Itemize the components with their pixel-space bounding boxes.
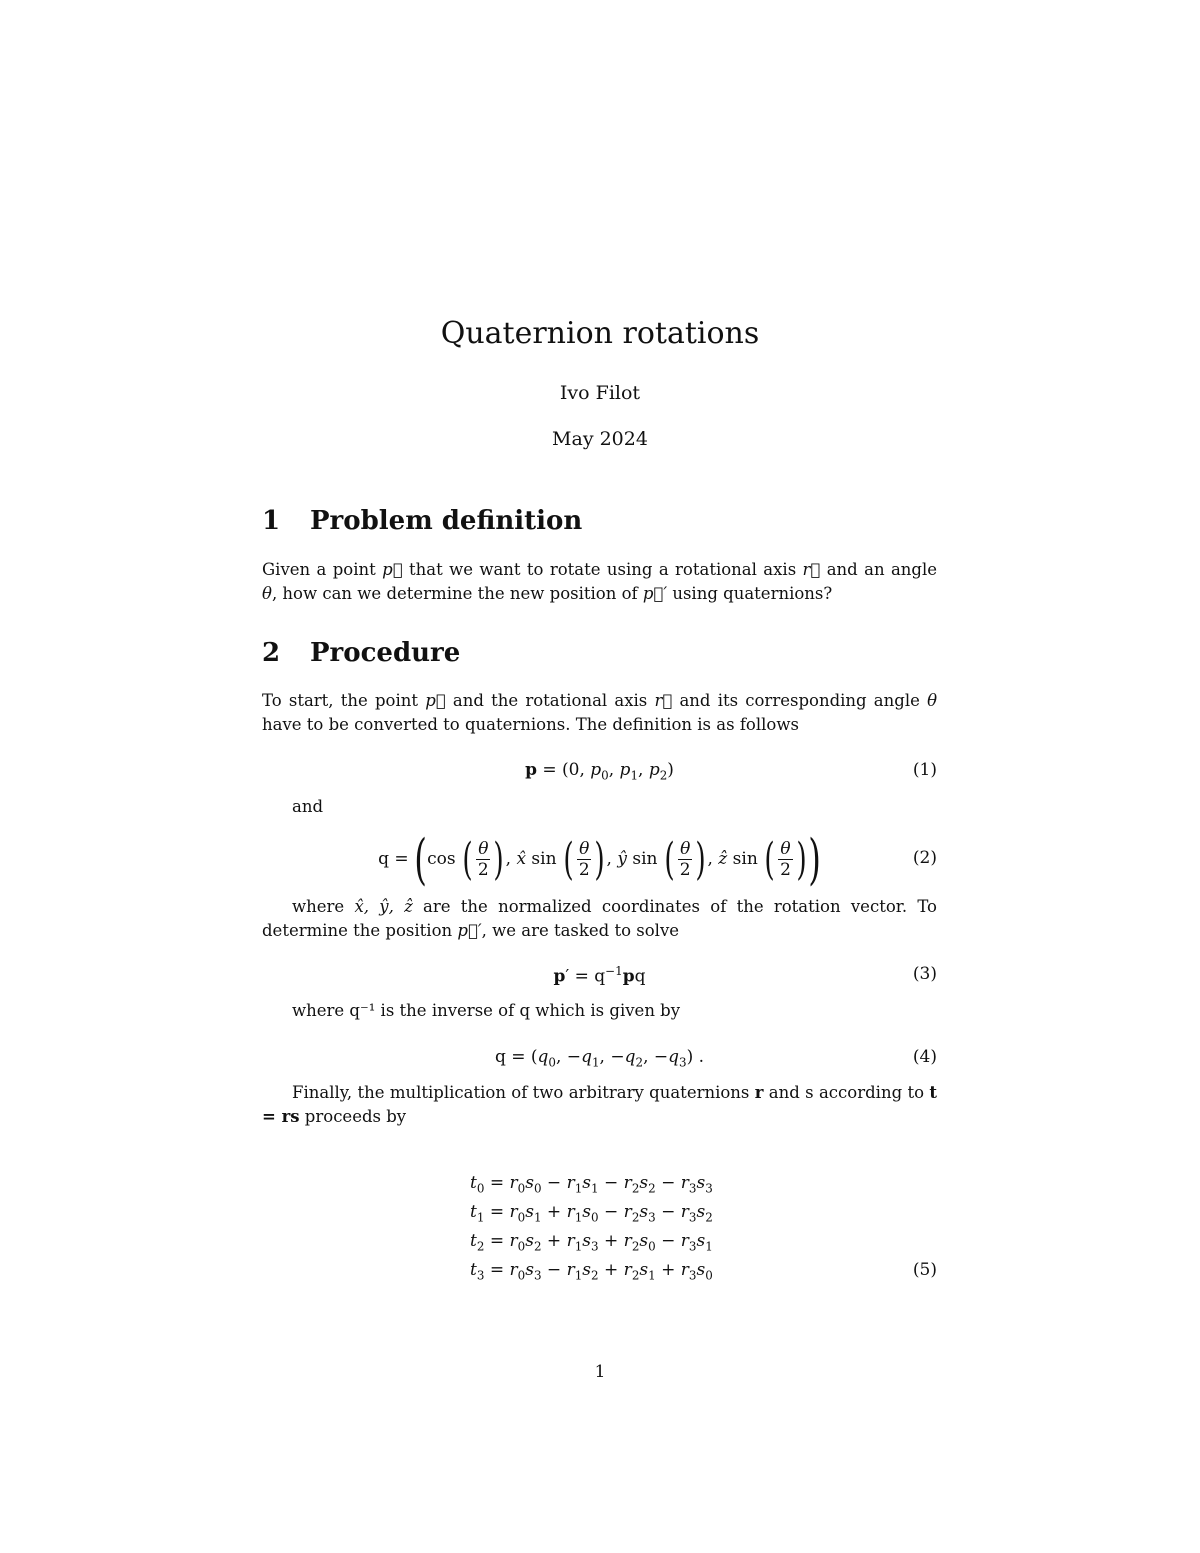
text-run: To start, the point [262, 691, 426, 710]
text-run: have to be converted to quaternions. The definition is as follows [262, 715, 799, 734]
and-text: and [292, 797, 324, 816]
equation-row: $t_0 = r_0s_0 - r_1s_1 - r_2s_2 - r_3s_3$ [470, 1173, 713, 1196]
product-definition: t = rs [262, 1083, 938, 1126]
text-run: and s according to [763, 1083, 930, 1102]
text-run: proceeds by [299, 1107, 407, 1126]
equation-number: (5) [912, 1260, 937, 1280]
text-run: using quaternions? [667, 584, 833, 603]
text-run: that we want to rotate using a rotational axis [402, 560, 803, 579]
axis-vector: r⃗ [654, 691, 673, 710]
equation-2 [262, 827, 937, 891]
equation-number: (2) [912, 848, 937, 868]
page-number: 1 [594, 1362, 606, 1382]
equation-3 [262, 964, 937, 994]
equation-body: $q = (q_0$, $-q_1$, $-q_2$, $-q_3$) . [494, 1047, 705, 1070]
equation-body: p = (0, $p_0$, $p_1$, $p_2$) [525, 760, 674, 783]
section-heading-1 [262, 506, 582, 536]
point-vector: p⃗ [425, 691, 446, 710]
text-run: where [292, 1001, 350, 1020]
text-run: and an angle [820, 560, 938, 579]
author-name: Ivo Filot [559, 382, 641, 404]
procedure-paragraph [262, 689, 937, 737]
text-run: and the rotational axis [445, 691, 655, 710]
text-run: , we are tasked to solve [481, 921, 680, 940]
text-run: Finally, the multiplication of two arbitrary quaternions [292, 1083, 755, 1102]
paper-title: Quaternion rotations [440, 316, 760, 351]
quaternion-inverse: q⁻¹ [349, 1001, 376, 1020]
axis-vector: r⃗ [802, 560, 821, 579]
section-title: Procedure [310, 638, 461, 668]
equation-5-number-line [262, 1260, 937, 1290]
section-heading-2 [262, 638, 460, 668]
equation-number: (4) [912, 1047, 937, 1067]
where-paragraph-2 [262, 999, 937, 1023]
rotated-point-vector: p⃗′ [457, 921, 482, 940]
section-number: 1 [262, 506, 281, 536]
equation-row: $t_2 = r_0s_2 + r_1s_3 + r_2s_0 - r_3s_1$ [470, 1231, 713, 1254]
section-number: 2 [262, 638, 281, 668]
normalized-coordinates: x̂, ŷ, ẑ [354, 897, 413, 916]
text-run: where [292, 897, 355, 916]
section-title: Problem definition [310, 506, 583, 536]
angle-symbol: θ [927, 691, 937, 710]
rotated-point-vector: p⃗′ [642, 584, 668, 603]
equation-row: $t_3 = r_0s_3 - r_1s_2 + r_2s_1 + r_3s_0$ [470, 1260, 713, 1283]
text-run: is the inverse of q which is given by [375, 1001, 681, 1020]
equation-body: $p' = q^{-1}pq$ [553, 964, 646, 987]
equation-row: $t_1 = r_0s_1 + r_1s_0 - r_2s_3 - r_3s_2$ [470, 1202, 713, 1225]
text-run: are the normalized coordinates of the rotation vector. To determine the position [262, 897, 937, 940]
equation-number: (1) [912, 760, 937, 780]
point-vector: p⃗ [382, 560, 403, 579]
equation-1 [262, 760, 937, 790]
equation-body: q = (cos ( $\frac{\theta}{2}$ ), x̂ sin ( $\frac{\theta}{2}$ ), ŷ sin ( $\frac{\theta}{2}$ ), ẑ sin ( $\frac{\theta}{2}$ )) [378, 827, 821, 891]
finally-paragraph [262, 1081, 937, 1129]
problem-paragraph [262, 558, 937, 606]
equation-4 [262, 1047, 937, 1077]
quaternion-r: r [754, 1083, 764, 1102]
where-paragraph-1 [262, 895, 937, 943]
angle-symbol: θ [262, 584, 272, 603]
paper-date: May 2024 [552, 428, 648, 450]
text-run: Given a point [262, 560, 383, 579]
text-run: , how can we determine the new position of [271, 584, 643, 603]
equation-number: (3) [912, 964, 937, 984]
text-run: and its corresponding angle [672, 691, 928, 710]
